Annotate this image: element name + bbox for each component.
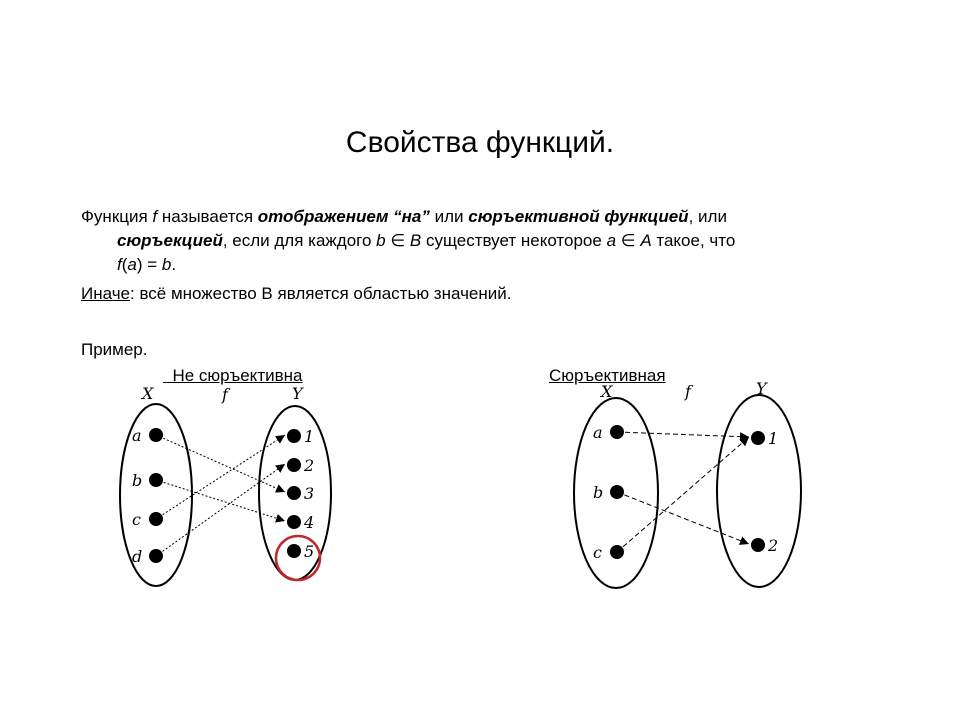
codomain-element-dot — [287, 429, 301, 443]
formula-paren: ) — [136, 255, 143, 274]
domain-element-dot — [610, 545, 624, 559]
def-text: , или — [688, 207, 727, 226]
otherwise-text: : всё множество В является областью значений. — [130, 284, 512, 303]
domain-element-label: c — [132, 510, 141, 529]
function-label: f — [222, 385, 228, 404]
mapping-arrow — [617, 492, 749, 544]
codomain-set-label: Y — [292, 384, 303, 403]
codomain-element-dot — [751, 538, 765, 552]
domain-element-label: d — [132, 547, 143, 566]
codomain-element-label: 2 — [304, 456, 315, 475]
def-symbol-a: a — [606, 231, 617, 250]
term-surjection: сюръекцией — [117, 231, 223, 250]
domain-element-label: b — [132, 471, 143, 490]
codomain-element-dot — [287, 515, 301, 529]
domain-element-dot — [610, 425, 624, 439]
formula-a: a — [127, 255, 137, 274]
domain-element-dot — [149, 473, 163, 487]
def-symbol-A: A — [640, 231, 652, 250]
domain-element-dot — [149, 549, 163, 563]
mapping-arrow — [156, 480, 285, 521]
formula-paren: ( — [121, 255, 128, 274]
function-label: f — [685, 382, 691, 401]
domain-element-label: a — [132, 426, 142, 445]
codomain-element-dot — [287, 458, 301, 472]
def-text: называется — [157, 207, 258, 226]
term-onto-mapping: отображением “на” — [257, 207, 430, 226]
codomain-element-label: 3 — [304, 484, 315, 503]
codomain-element-dot — [287, 544, 301, 558]
otherwise-word: Иначе — [81, 284, 130, 303]
formula-f: f — [117, 255, 122, 274]
caption-not-surjective: Не сюръективна — [163, 366, 303, 385]
slide-title: Свойства функций. — [345, 126, 615, 159]
formula-equals: = — [142, 255, 162, 274]
mapping-arrow — [156, 435, 285, 519]
term-surjective-function: сюръективной функцией — [468, 207, 689, 226]
codomain-element-dot — [751, 431, 765, 445]
diagram-surjective — [574, 379, 801, 588]
element-of-symbol: ∈ — [385, 231, 410, 250]
domain-element-dot — [149, 428, 163, 442]
codomain-set-ellipse — [717, 395, 801, 587]
def-text: или — [429, 207, 469, 226]
diagram-not-surjective — [120, 384, 331, 586]
domain-element-label: a — [593, 423, 603, 442]
def-text: Функция — [81, 207, 153, 226]
def-text: , если для каждого — [222, 231, 377, 250]
def-text: такое, что — [651, 231, 736, 250]
def-symbol-f: f — [152, 207, 158, 226]
codomain-element-label: 2 — [768, 536, 779, 555]
codomain-element-dot — [287, 486, 301, 500]
domain-element-label: c — [593, 543, 602, 562]
def-text: существует некоторое — [421, 231, 607, 250]
codomain-element-label: 1 — [304, 427, 315, 446]
def-symbol-B: B — [409, 231, 422, 250]
formula-dot: . — [171, 255, 177, 274]
domain-element-dot — [149, 512, 163, 526]
domain-element-label: b — [593, 483, 604, 502]
domain-element-dot — [610, 485, 624, 499]
example-label: Пример. — [81, 340, 148, 359]
domain-set-label: X — [601, 382, 613, 401]
element-of-symbol: ∈ — [616, 231, 641, 250]
def-symbol-b: b — [376, 231, 386, 250]
mapping-arrow — [617, 432, 749, 437]
codomain-element-label: 1 — [768, 429, 779, 448]
domain-set-label: X — [142, 384, 154, 403]
mapping-arrow — [617, 437, 749, 552]
formula-b: b — [161, 255, 172, 274]
codomain-element-label: 5 — [304, 542, 315, 561]
caption-surjective: Сюръективная — [549, 366, 666, 385]
codomain-element-label: 4 — [304, 513, 315, 532]
codomain-set-label: Y — [756, 379, 767, 398]
